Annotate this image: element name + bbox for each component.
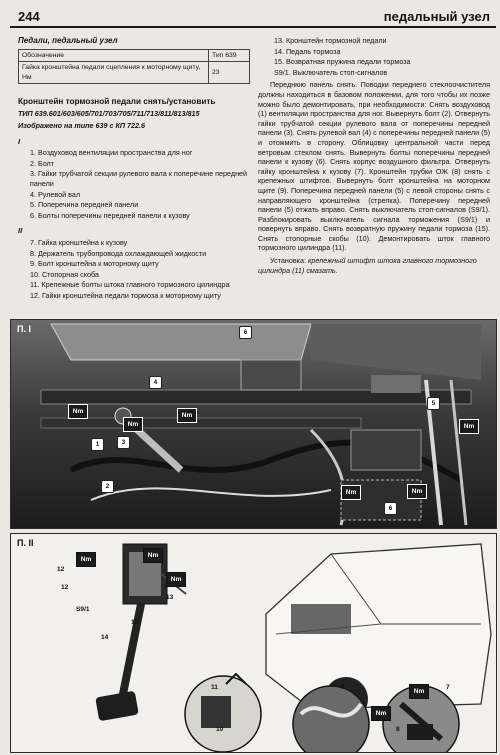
callout-13: 13 [166,594,174,601]
callout-11: 11 [211,684,218,691]
vehicle-types: ТИП 639.601/603/605/701/703/705/711/713/811/813/815 [18,109,200,119]
callout-5: 5 [427,397,440,410]
table-cell-label: Обозначение [19,49,209,62]
callout-12: 12 [57,566,65,573]
list-item: 12. Гайки кронштейна педали тормоза к моторному щиту [30,290,221,300]
list-item: 13. Кронштейн тормозной педали [274,36,387,45]
torque-badge: Nm [407,484,427,499]
figure-i-photo [10,319,497,529]
callout-6: 6 [239,326,252,339]
torque-badge: Nm [68,404,88,419]
header-rule [10,26,496,28]
list-item: 6. Болты поперечины передней панели к кузову [30,210,190,220]
left-column [18,36,250,301]
torque-badge: Nm [166,572,186,587]
table-row [19,49,250,62]
table-cell-label: Гайка кронштейна педали сцепления к моторному щиту, Нм [19,62,209,84]
callout-14: 14 [101,634,109,641]
callout-8: 8 [396,726,400,733]
callout-1: 1 [91,438,104,451]
callout-6b: 6 [384,502,397,515]
part-list-heading-ii: II [18,226,23,236]
torque-badge: Nm [371,706,391,721]
part-list-ii-continued [258,36,490,77]
list-item: 3. Гайки трубчатой секции рулевого вала к поперечине передней панели [30,169,248,188]
callout-7: 7 [446,684,450,691]
list-item: 8. Держатель трубопровода охлаждающей жидкости [30,248,207,258]
list-item: 2. Болт [30,158,55,168]
part-list-ii [18,238,250,301]
section-title: педальный узел [383,9,490,24]
install-text: крепежный штифт штока главного тормозного цилиндра (11) смазать. [258,256,477,275]
list-item: 9. Болт кронштейна к моторному щиту [30,259,159,269]
callout-3: 3 [117,436,130,449]
table-row [19,62,250,84]
page-header [10,6,496,28]
torque-badge: Nm [123,417,143,432]
torque-table-title: Педали, педальный узел [18,36,118,45]
figure-ii-label: П. II [17,538,34,548]
list-item: 11. Крепежные болты штока главного тормозного цилиндра [30,280,230,290]
procedure-title: Кронштейн тормозной педали снять/установить [18,97,216,107]
table-cell-value: 23 [209,62,250,84]
callout-12b: 12 [61,584,69,591]
callout-2: 2 [101,480,114,493]
torque-badge: Nm [409,684,429,699]
torque-badge: Nm [459,419,479,434]
figure-ii-illustration [10,533,497,753]
table-cell-value: Тип 639 [209,49,250,62]
list-item: 1. Воздуховод вентиляции пространства для ног [30,148,193,158]
torque-badge: Nm [143,548,163,563]
install-note [258,256,490,275]
callout-4: 4 [149,376,162,389]
list-item: 7. Гайка кронштейна к кузову [30,237,128,247]
callout-9: 9 [341,684,345,691]
torque-badge: Nm [177,408,197,423]
torque-badge: Nm [76,552,96,567]
removal-procedure: Переднюю панель снять. Поводки переднего стеклоочистителя должны находиться в базовом положении, для того чтобы их позже можно было демонтировать, при необходимости: Снять воздуховод (1) вентиляции пространства для ног. Вывернуть болт (2). Отвернуть гайки трубчатой секции рулевого вала от поперечины передней панели (3). Снять рулевой вал (4) с поперечины передней панели (5) и отожмить в сторону. Облицовку центральной части перед ветровым стеклом снять. Вывернуть болты поперечины передней панели к кузову (6). Снять корпус воздушного фильтра. Отвернуть гайку кронштейна к кузову (7). Кронштейн трубки ОЖ (8) снять с крепежных штифтов. Вывернуть болт кронштейна на моторном щите (9). Поперечина передней панели (5) с левой стороны снять с направляющего кронштейна (стрелка). Поперечину передней панели (5) отжать вправо. Снять выключатель стоп-сигналов (S9/1). Разблокировать выключатель сигнала торможения (S9/1) и повернуть вправо. Снять возвратную пружину педали тормоза (15). Снять стопорные скобы (10). Демонтировать шток главного тормозного цилиндра (11). [258,80,490,253]
part-list-i [18,148,250,220]
list-item: 15. Возвратная пружина педали тормоза [274,57,411,67]
list-item: 10. Стопорная скоба [30,269,99,279]
list-item: 14. Педаль тормоза [274,46,341,56]
torque-badge: Nm [341,485,361,500]
install-label: Установка: [270,256,306,266]
part-list-heading-i: I [18,136,21,146]
callout-s9-1: S9/1 [76,606,90,613]
page-number: 244 [18,9,40,24]
figure-i-label: П. I [17,324,31,334]
callout-10: 10 [216,726,224,733]
list-item: 5. Поперечина передней панели [30,200,139,210]
torque-table [18,49,250,85]
right-column [258,36,490,275]
list-item: S9/1. Выключатель стоп-сигналов [274,67,388,77]
list-item: 4. Рулевой вал [30,189,81,199]
callout-15: 15 [131,619,139,626]
image-note: Изображено на типе 639 с КП 722.6 [18,120,146,130]
